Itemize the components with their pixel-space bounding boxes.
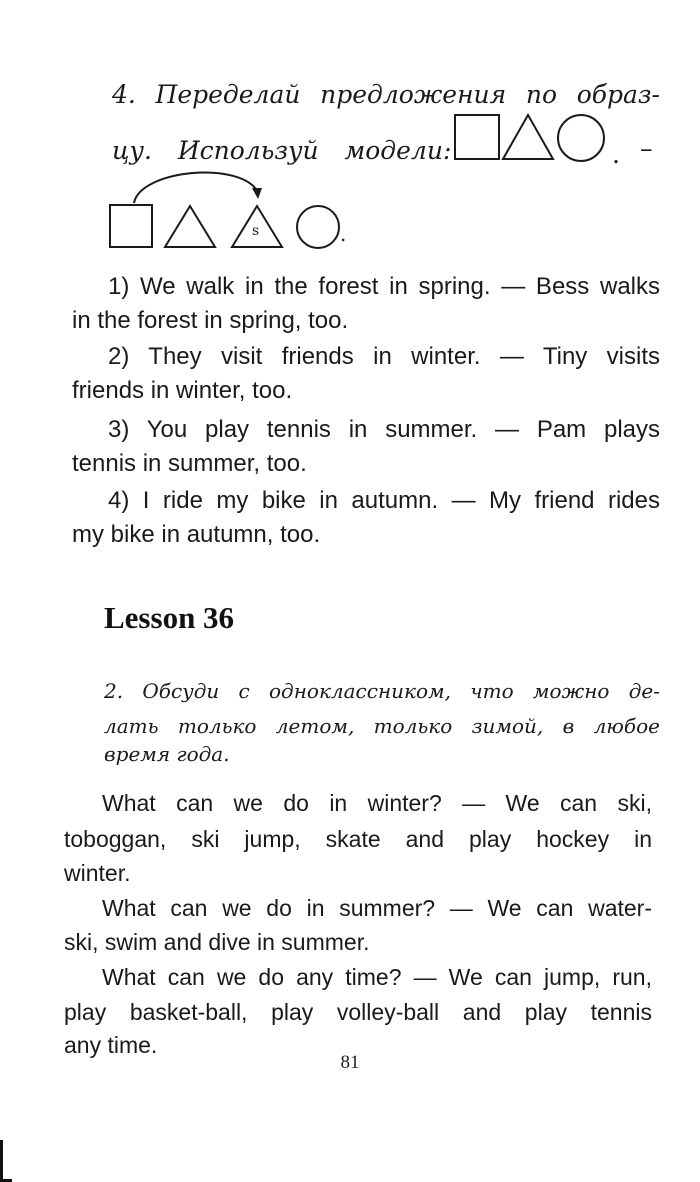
model-2-arrow [134,172,258,203]
model-1-triangle [503,115,553,159]
model-1-square [455,115,499,159]
model-1-circle [558,115,604,161]
model-2-square [110,205,152,247]
exercise-4-item-3 [72,413,660,481]
item-3-line-1: 3) You play tennis in summer. — Pam plays [108,416,660,443]
answer-1-line-1: What can we do in winter? — We can ski, [102,790,652,816]
page-corner-mark [0,1140,12,1182]
answer-3-line-2: play basket-ball, play volley-ball and play tennis [64,999,652,1025]
exercise-2-instruction-line-3: время года. [104,742,230,766]
exercise-4-instruction-line-1: 4. Переделай предложения по образ- [112,80,660,109]
item-3-line-2: tennis in summer, too. [72,450,307,477]
answer-2-line-1: What can we do in summer? — We can water- [102,895,652,921]
model-2-triangle-s [232,206,282,247]
model-2-triangle [165,206,215,247]
answer-1-line-2: toboggan, ski jump, skate and play hockey in [64,826,652,852]
item-1-line-2: in the forest in spring, too. [72,307,349,334]
exercise-4-instruction-line-2: цу. Используй модели: [112,136,452,165]
answer-2-line-2: ski, swim and dive in summer. [64,929,370,955]
model-2-circle [297,206,339,248]
item-1-line-1: 1) We walk in the forest in spring. — Bess walks [108,273,660,300]
exercise-2-instruction-line-2: лать только летом, только зимой, в любое [104,714,660,738]
arrow-head [252,188,262,199]
model-s-label: s [252,223,260,239]
exercise-4-item-1 [72,270,660,338]
exercise-4-item-4 [72,484,660,552]
item-4-line-2: my bike in autumn, too. [72,521,321,548]
answer-1-line-3: winter. [64,860,131,886]
sentence-model-diagram [0,0,700,270]
model-1-dot: . [612,140,620,169]
answer-3-line-1: What can we do any time? — We can jump, run, [102,964,652,990]
exercise-4-item-2 [72,340,660,408]
exercise-2-instruction-line-1: 2. Обсуди с одноклассником, что можно де- [104,679,660,703]
model-2-dot: . [340,222,347,246]
model-dash: – [640,134,653,163]
item-2-line-2: friends in winter, too. [72,377,293,404]
lesson-title: Lesson 36 [104,600,235,635]
item-2-line-1: 2) They visit friends in winter. — Tiny visits [108,343,660,370]
answer-3-line-3: any time. [64,1032,158,1058]
item-4-line-1: 4) I ride my bike in autumn. — My friend rides [108,487,660,514]
page-number: 81 [340,1052,360,1073]
